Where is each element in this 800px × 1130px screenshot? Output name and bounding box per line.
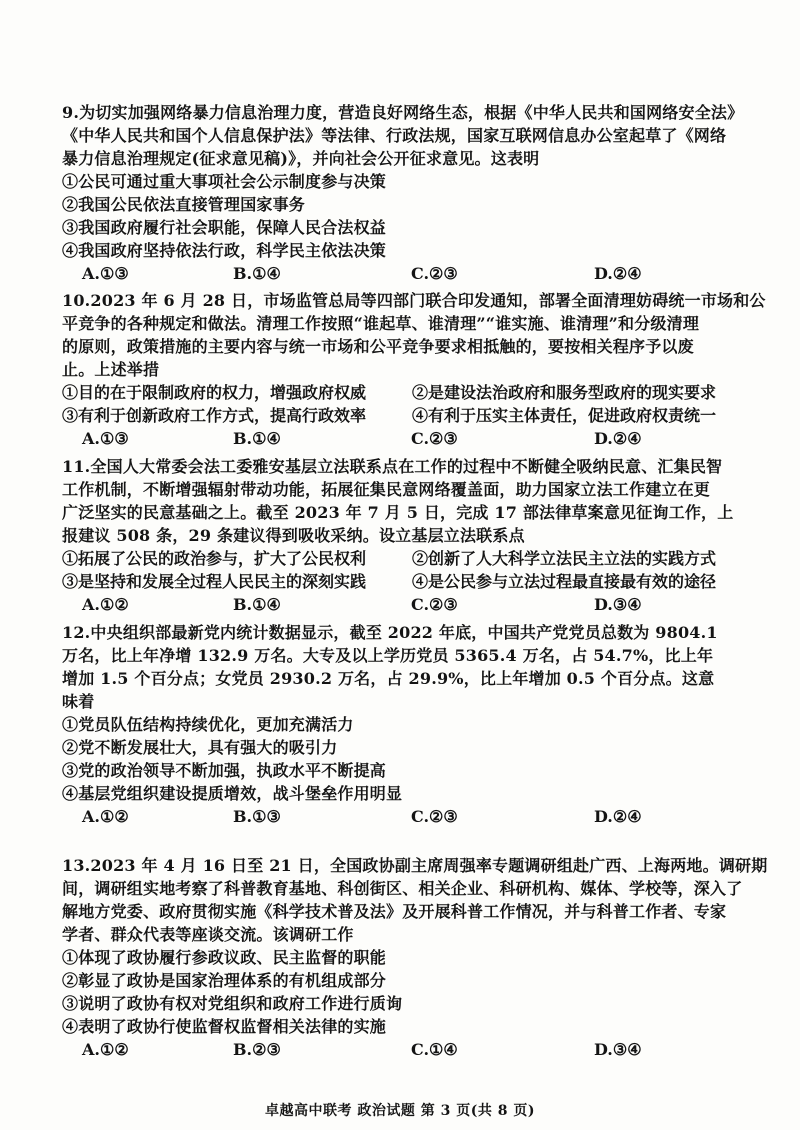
question-stem-line: 平竞争的各种规定和做法。清理工作按照“谁起草、谁清理”“谁实施、谁清理”和分级清理 — [62, 314, 700, 333]
answer-options — [62, 262, 762, 286]
option-b: B.①④ — [233, 595, 281, 614]
choice-item: ①拓展了公民的政治参与，扩大了公民权利 — [62, 549, 367, 568]
option-c: C.②③ — [411, 429, 458, 448]
choice-item: ③说明了政协有权对党组织和政府工作进行质询 — [62, 994, 403, 1013]
option-a: A.①② — [82, 595, 129, 614]
question-stem-line: 9.为切实加强网络暴力信息治理力度，营造良好网络生态，根据《中华人民共和国网络安全法》 — [62, 103, 744, 122]
choice-item: ③党的政治领导不断加强，执政水平不断提高 — [62, 761, 387, 780]
question-stem-line: 12.中央组织部最新党内统计数据显示，截至 2022 年底，中国共产党党员总数为 9804.1 — [62, 623, 718, 642]
choice-item: ①体现了政协履行参政议政、民主监督的职能 — [62, 948, 387, 967]
option-c: C.①④ — [411, 1040, 458, 1059]
question-11 — [62, 455, 762, 617]
option-c: C.②③ — [411, 264, 458, 283]
option-a: A.①② — [82, 1040, 129, 1059]
question-stem-line: 工作机制，不断增强辐射带动功能，拓展征集民意网络覆盖面，助力国家立法工作建立在更 — [62, 480, 711, 499]
question-stem-line: 11.全国人大常委会法工委雅安基层立法联系点在工作的过程中不断健全吸纳民意、汇集民智 — [62, 457, 723, 476]
choice-row — [62, 381, 762, 404]
choice-item: ④有利于压实主体责任，促进政府权责统一 — [412, 406, 717, 425]
question-9 — [62, 101, 762, 286]
option-a: A.①③ — [82, 429, 129, 448]
choice-item: ④我国政府坚持依法行政，科学民主依法决策 — [62, 241, 387, 260]
page-footer: 卓越高中联考 政治试题 第 3 页(共 8 页) — [265, 1103, 535, 1119]
choice-row — [62, 404, 762, 427]
choice-item: ③有利于创新政府工作方式，提高行政效率 — [62, 406, 367, 425]
choice-item: ①目的在于限制政府的权力，增强政府权威 — [62, 383, 367, 402]
question-stem-line: 13.2023 年 4 月 16 日至 21 日，全国政协副主席周强率专题调研组赴广西、上海两地。调研期 — [62, 856, 768, 875]
choice-item: ②我国公民依法直接管理国家事务 — [62, 195, 306, 214]
choice-row — [62, 547, 762, 570]
question-stem-line: 广泛坚实的民意基础之上。截至 2023 年 7 月 5 日，完成 17 部法律草案意见征询工作，上 — [62, 503, 734, 522]
choice-item: ④基层党组织建设提质增效，战斗堡垒作用明显 — [62, 784, 403, 803]
option-a: A.①③ — [82, 264, 129, 283]
choice-item: ④是公民参与立法过程最直接最有效的途径 — [412, 572, 717, 591]
choice-item: ②创新了人大科学立法民主立法的实践方式 — [412, 549, 717, 568]
choice-item: ②是建设法治政府和服务型政府的现实要求 — [412, 383, 717, 402]
choice-item: ④表明了政协行使监督权监督相关法律的实施 — [62, 1017, 387, 1036]
question-stem-line: 10.2023 年 6 月 28 日，市场监管总局等四部门联合印发通知，部署全面清理妨碍统一市场和公 — [62, 291, 766, 310]
option-b: B.①③ — [233, 807, 281, 826]
question-stem-line: 增加 1.5 个百分点；女党员 2930.2 万名，占 29.9%，比上年增加 0.5 个百分点。这意 — [62, 669, 715, 688]
answer-options — [62, 593, 762, 617]
option-b: B.①④ — [233, 264, 281, 283]
question-10 — [62, 289, 766, 451]
question-stem-line: 万名，比上年净增 132.9 万名。大专及以上学历党员 5365.4 万名，占 54.7%，比上年 — [62, 646, 714, 665]
choice-item: ①公民可通过重大事项社会公示制度参与决策 — [62, 172, 387, 191]
question-stem-line: 间，调研组实地考察了科普教育基地、科创街区、相关企业、科研机构、媒体、学校等，深入了 — [62, 879, 743, 898]
question-stem-line: 学者、群众代表等座谈交流。该调研工作 — [62, 925, 354, 944]
question-stem-line: 的原则，政策措施的主要内容与统一市场和公平竞争要求相抵触的，要按相关程序予以废 — [62, 337, 694, 356]
option-d: D.③④ — [594, 595, 642, 614]
option-c: C.②③ — [411, 807, 458, 826]
choice-item: ③是坚持和发展全过程人民民主的深刻实践 — [62, 572, 367, 591]
option-b: B.①④ — [233, 429, 281, 448]
option-b: B.②③ — [233, 1040, 281, 1059]
question-12 — [62, 621, 762, 829]
answer-options — [62, 427, 762, 451]
choice-item: ②党不断发展壮大，具有强大的吸引力 — [62, 738, 338, 757]
option-c: C.②③ — [411, 595, 458, 614]
option-a: A.①② — [82, 807, 129, 826]
question-stem-line: 解地方党委、政府贯彻实施《科学技术普及法》及开展科普工作情况，并与科普工作者、专家 — [62, 902, 727, 921]
option-d: D.②④ — [594, 807, 642, 826]
question-stem-line: 暴力信息治理规定(征求意见稿)》，并向社会公开征求意见。这表明 — [62, 149, 540, 168]
option-d: D.③④ — [594, 1040, 642, 1059]
question-stem-line: 《中华人民共和国个人信息保护法》等法律、行政法规，国家互联网信息办公室起草了《网络 — [62, 126, 727, 145]
option-d: D.②④ — [594, 264, 642, 283]
choice-row — [62, 570, 762, 593]
choice-item: ③我国政府履行社会职能，保障人民合法权益 — [62, 218, 387, 237]
choice-item: ①党员队伍结构持续优化，更加充满活力 — [62, 715, 354, 734]
question-stem-line: 味着 — [62, 692, 95, 711]
question-13 — [62, 854, 768, 1062]
question-stem-line: 报建议 508 条，29 条建议得到吸收采纳。设立基层立法联系点 — [62, 526, 525, 545]
choice-item: ②彰显了政协是国家治理体系的有机组成部分 — [62, 971, 387, 990]
option-d: D.②④ — [594, 429, 642, 448]
answer-options — [62, 805, 762, 829]
question-stem-line: 止。上述举措 — [62, 360, 160, 379]
answer-options — [62, 1038, 762, 1062]
